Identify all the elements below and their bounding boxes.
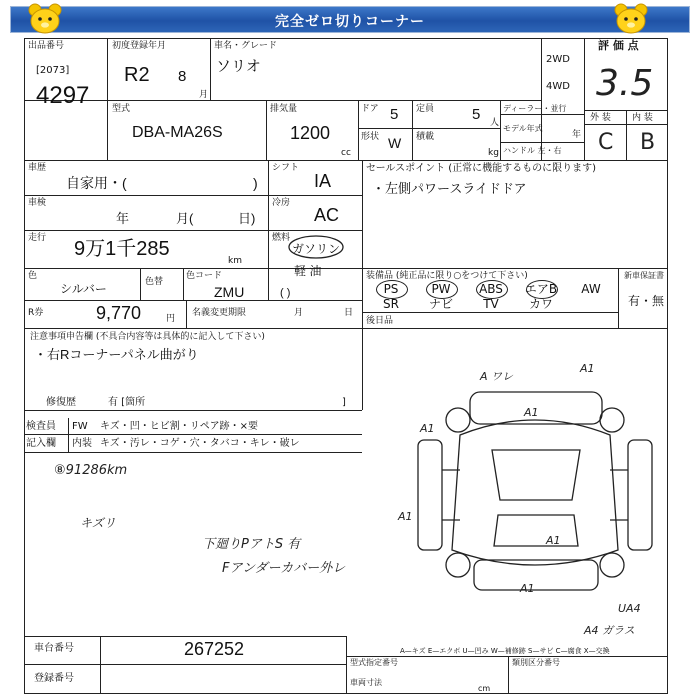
equipment-item: AW [581, 282, 601, 296]
color-label: 色 [28, 271, 38, 281]
mark-front-crack: A ワレ [480, 370, 514, 383]
inspector-label: 検査員 [26, 421, 56, 432]
exterior-grade: C [598, 130, 614, 155]
dealer-label: ディーラー・並行 [503, 104, 567, 113]
mark-ua4: UA4 [618, 602, 641, 615]
header-banner [10, 6, 690, 33]
inspection-day-unit: 日) [238, 211, 256, 226]
displacement-label: 排気量 [270, 104, 298, 114]
type-label: 型式 [112, 104, 131, 114]
r-price-unit: 円 [166, 314, 176, 324]
interior-grade: B [640, 130, 656, 155]
equipment-selected-circle-icon [426, 280, 458, 299]
mark-a4-glass: A4 ガラス [584, 624, 635, 637]
history-value: 自家用・( [66, 175, 127, 191]
entry-interior: 内装 [72, 438, 92, 449]
displacement-value: 1200 [290, 123, 331, 143]
cm-unit: cm [478, 684, 491, 693]
equipment-item: カワ [528, 297, 553, 311]
rear-label: 後日品 [366, 316, 394, 326]
tax-day-unit: 日 [344, 308, 354, 318]
yellow-bear-icon [612, 2, 650, 34]
sales-points-text: ・左側パワースライドドア [372, 181, 527, 196]
repair-label: 修復歴 [46, 397, 76, 408]
inspection-label: 車検 [28, 198, 47, 208]
fuel-label: 燃料 [272, 233, 291, 243]
mileage-value: 9万1千285 [74, 238, 170, 260]
mark-a1: A1 [520, 582, 535, 595]
inspector-items: キズ・凹・ヒビ割・リペア跡・×要 [100, 421, 258, 432]
shift-value: IA [314, 171, 332, 191]
equipment-selected-circle-icon [526, 280, 558, 299]
sales-points-label: セールスポイント (正常に機能するものに限ります) [366, 163, 597, 174]
banner-title: 完全ゼロ切りコーナー [275, 14, 425, 30]
capacity-unit: 人 [490, 118, 500, 128]
fuel-paren: ( ) [280, 287, 291, 299]
history-label: 車歴 [28, 163, 47, 173]
tax-month-unit: 月 [294, 308, 304, 318]
equipment-label: 装備品 (純正品に限り○をつけて下さい) [366, 271, 528, 281]
handwritten-note2: Fアンダーカバー外レ [222, 561, 346, 576]
capacity-value: 5 [472, 106, 481, 123]
equipment-item: SR [383, 297, 399, 311]
lot-number: 4297 [36, 82, 90, 109]
handle-label: ハンドル 左・右 [503, 146, 562, 155]
color-change-label: 色替 [145, 277, 164, 287]
type-value: DBA-MA26S [132, 124, 223, 141]
r-price-label: R券 [28, 308, 44, 318]
notes-label: 注意事項申告欄 (不具合内容等は具体的に記入して下さい) [30, 332, 265, 342]
shape-label: 形状 [361, 132, 380, 142]
class-label: 類別区分番号 [512, 658, 560, 667]
mark-a1: A1 [580, 362, 595, 375]
recycle-label: 新車保証書 [624, 271, 664, 280]
equipment-item: PS [383, 282, 399, 296]
entry-label: 記入欄 [26, 438, 56, 449]
first-reg-month-unit: 月 [199, 90, 209, 100]
fuel-gasoline: ガソリン [292, 242, 341, 256]
load-unit: kg [488, 148, 499, 158]
mileage-label: 走行 [28, 233, 47, 243]
registration-label: 登録番号 [34, 673, 74, 684]
history-close: ) [253, 175, 258, 191]
doors-label: ドア [361, 104, 379, 114]
color-code: ZMU [214, 284, 245, 300]
model-year-label: モデル年式 [503, 124, 543, 133]
lot-code: [2073] [36, 65, 70, 76]
mark-a1: A1 [398, 510, 413, 523]
legend-text: A—キズ E—エクボ U—凹み W—補修跡 S—サビ C—腐食 X—交換 [400, 647, 610, 655]
lot-label: 出品番号 [28, 41, 65, 51]
load-label: 積載 [416, 132, 435, 142]
chassis-label: 車台番号 [34, 643, 74, 654]
equipment-item: TV [483, 297, 499, 311]
first-reg-month: 8 [178, 68, 187, 85]
drive-2wd: 2WD [546, 54, 570, 65]
score-label: 評 価 点 [598, 39, 639, 52]
spec-label: 型式指定番号 [350, 658, 398, 667]
inspection-month-unit: 月( [176, 211, 194, 226]
color-code-label: 色コード [186, 271, 223, 281]
exterior-label: 外 装 [590, 113, 611, 123]
equipment-item: PW [431, 282, 451, 296]
model-label: 車名・グレード [214, 41, 278, 51]
tax-label: 名義変更期限 [192, 308, 247, 318]
notes-text: ・右Rコーナーパネル曲がり [34, 347, 199, 362]
fuel-diesel: 軽 油 [294, 264, 322, 278]
inspector-fw: FW [72, 421, 88, 432]
equipment-selected-circle-icon [476, 280, 508, 299]
displacement-unit: cc [341, 148, 351, 158]
repair-close: ] [342, 397, 346, 408]
inspection-year-unit: 年 [116, 211, 130, 226]
equipment-selected-circle-icon [376, 280, 408, 299]
shape-value: W [388, 135, 402, 151]
car-condition-diagram [400, 350, 670, 630]
handwritten-note1: 下廻りPアトS 有 [202, 537, 301, 552]
capacity-label: 定員 [416, 104, 435, 114]
r-price-value: 9,770 [96, 303, 142, 323]
score-value: 3.5 [596, 63, 654, 104]
equipment-item: ナビ [428, 297, 453, 311]
interior-label: 内 装 [632, 113, 653, 123]
mark-a1: A1 [524, 406, 539, 419]
model-name: ソリオ [216, 58, 261, 75]
entry-items: キズ・汚レ・コゲ・穴・タバコ・キレ・破レ [100, 438, 300, 449]
repair-value: 有 [箇所 [108, 397, 146, 408]
color-value: シルバー [60, 282, 107, 296]
model-year-unit: 年 [572, 130, 582, 140]
mark-a1: A1 [420, 422, 435, 435]
drive-4wd: 4WD [546, 81, 570, 92]
equipment-grid [366, 282, 616, 326]
fuel-selected-circle-icon [286, 234, 346, 260]
ac-label: 冷房 [272, 198, 291, 208]
recycle-value: 有・無 [628, 294, 665, 308]
chassis-value: 267252 [184, 639, 245, 659]
shift-label: シフト [272, 163, 300, 173]
yellow-bear-icon [26, 2, 64, 34]
mileage-unit: km [228, 256, 242, 266]
doors-value: 5 [390, 106, 399, 123]
first-reg-era: R2 [124, 64, 150, 86]
handwritten-scratch: キズリ [80, 516, 116, 530]
equipment-item: ABS [479, 282, 503, 296]
mark-a1: A1 [546, 534, 561, 547]
handwritten-mileage: ⑧91286km [54, 463, 128, 478]
dimension-label: 車両寸法 [350, 678, 382, 687]
ac-value: AC [314, 205, 340, 225]
equipment-item: エアB [524, 282, 558, 296]
first-reg-label: 初度登録年月 [112, 41, 167, 51]
